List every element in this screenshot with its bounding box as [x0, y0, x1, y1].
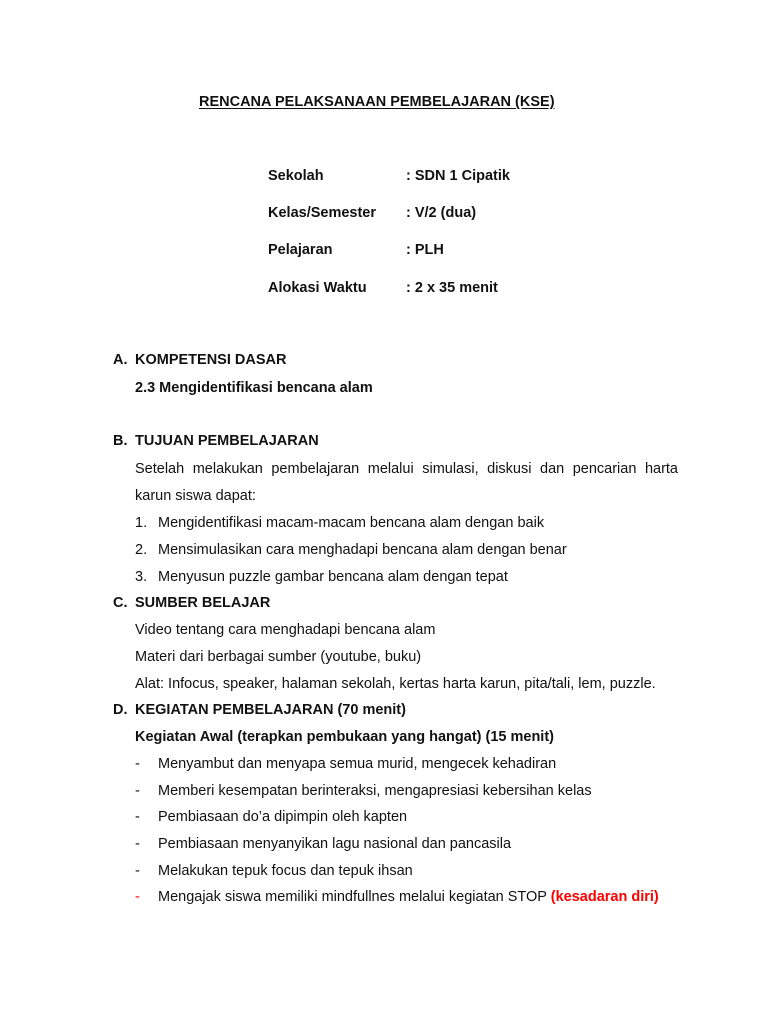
- list-dash: -: [135, 783, 140, 799]
- identity-label-class: Kelas/Semester: [268, 205, 377, 221]
- list-dash: -: [135, 756, 140, 772]
- list-dash: -: [135, 863, 140, 879]
- section-c-line: Video tentang cara menghadapi bencana alam: [135, 622, 436, 638]
- list-item: Memberi kesempatan berinteraksi, mengapresiasi kebersihan kelas: [158, 783, 592, 799]
- identity-value-subject: : PLH: [406, 242, 444, 258]
- list-item: Pembiasaan menyanyikan lagu nasional dan pancasila: [158, 836, 512, 852]
- section-a-letter: A.: [113, 352, 128, 368]
- section-d-heading: KEGIATAN PEMBELAJARAN (70 menit): [135, 702, 406, 718]
- list-item: Pembiasaan do’a dipimpin oleh kapten: [158, 809, 408, 825]
- list-item-stop: [158, 890, 659, 905]
- list-number: 2.: [135, 542, 148, 558]
- section-b-letter: B.: [113, 433, 128, 449]
- list-dash: -: [135, 836, 140, 852]
- list-item: Menyusun puzzle gambar bencana alam dengan tepat: [158, 569, 508, 585]
- list-dash: -: [135, 809, 140, 825]
- section-c-line: Alat: Infocus, speaker, halaman sekolah, kertas harta karun, pita/tali, lem, puzzle.: [135, 676, 656, 692]
- document-title: RENCANA PELAKSANAAN PEMBELAJARAN (KSE): [199, 94, 555, 110]
- section-b-intro-line-2: karun siswa dapat:: [135, 488, 256, 504]
- section-a-heading: KOMPETENSI DASAR: [135, 352, 287, 368]
- section-c-letter: C.: [113, 595, 128, 611]
- list-item: Mengidentifikasi macam-macam bencana alam dengan baik: [158, 515, 545, 531]
- section-a-line: 2.3 Mengidentifikasi bencana alam: [135, 380, 373, 396]
- list-item: Menyambut dan menyapa semua murid, mengecek kehadiran: [158, 756, 557, 772]
- identity-label-time: Alokasi Waktu: [268, 280, 367, 296]
- list-dash-highlight: -: [135, 889, 140, 905]
- identity-value-school: : SDN 1 Cipatik: [406, 168, 510, 184]
- identity-label-school: Sekolah: [268, 168, 324, 184]
- list-item: Melakukan tepuk focus dan tepuk ihsan: [158, 863, 413, 879]
- section-c-line: Materi dari berbagai sumber (youtube, buku): [135, 649, 422, 665]
- identity-label-subject: Pelajaran: [268, 242, 333, 258]
- section-d-letter: D.: [113, 702, 128, 718]
- list-number: 1.: [135, 515, 148, 531]
- section-c-heading: SUMBER BELAJAR: [135, 595, 271, 611]
- identity-value-class: : V/2 (dua): [406, 205, 477, 221]
- section-b-intro-line-1: Setelah melakukan pembelajaran melalui simulasi, diskusi dan pencarian harta: [135, 461, 678, 477]
- section-d-subheading: Kegiatan Awal (terapkan pembukaan yang hangat) (15 menit): [135, 729, 554, 745]
- list-number: 3.: [135, 569, 148, 585]
- emphasis-label: (kesadaran diri): [550, 889, 659, 905]
- section-b-heading: TUJUAN PEMBELAJARAN: [135, 433, 319, 449]
- list-item: Mensimulasikan cara menghadapi bencana alam dengan benar: [158, 542, 567, 558]
- list-item-stop-text: Mengajak siswa memiliki mindfullnes melalui kegiatan STOP: [158, 889, 551, 905]
- identity-value-time: : 2 x 35 menit: [406, 280, 498, 296]
